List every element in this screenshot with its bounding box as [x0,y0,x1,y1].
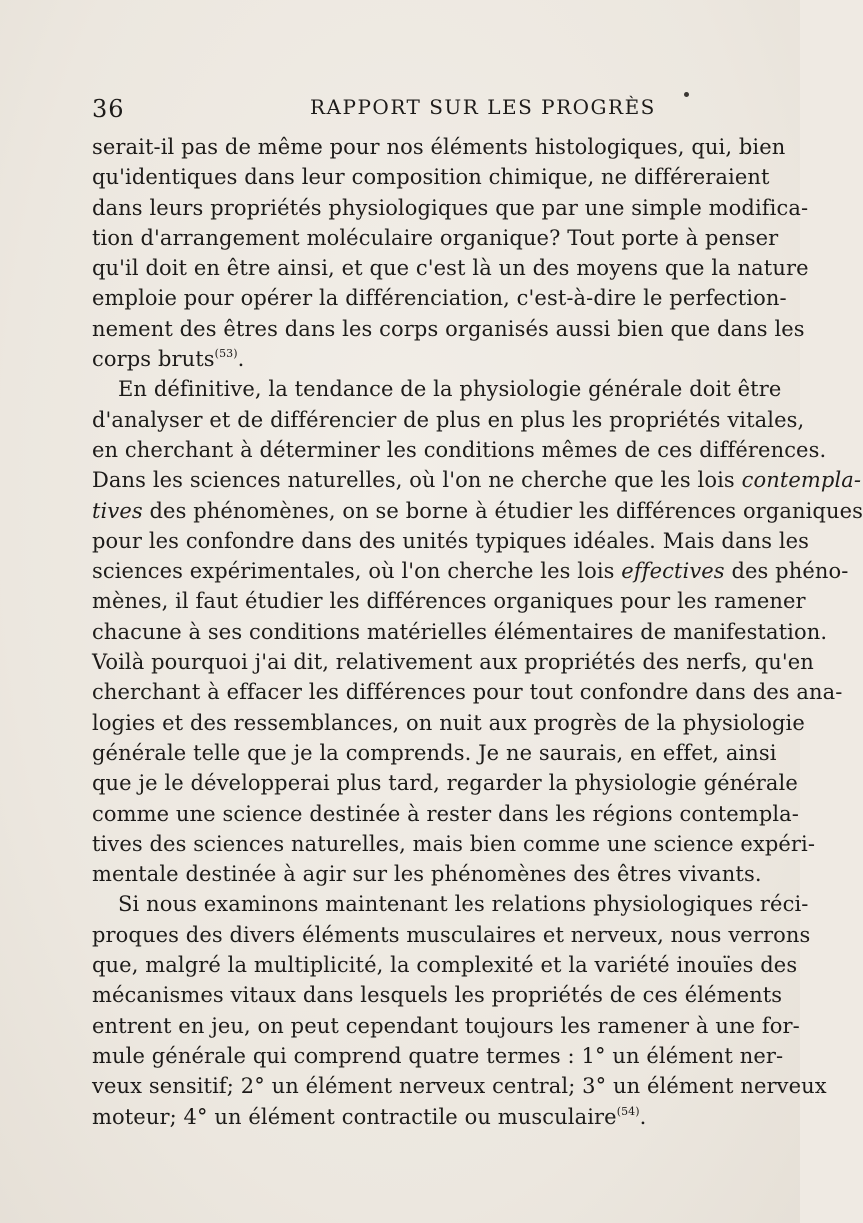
text-run: . [639,1104,647,1129]
text-line [92,1102,696,1132]
text-line: veux sensitif; 2° un élément nerveux central; 3° un élément nerveux [92,1074,827,1099]
text-line [92,465,862,495]
text-run: sciences expérimentales, où l'on cherche les lois [92,559,622,584]
text-line: pour les confondre dans des unités typiques idéales. Mais dans les [92,528,810,553]
text-line: Si nous examinons maintenant les relations physiologiques réci- [118,892,809,917]
text-run: des phéno- [724,559,849,584]
text-line: qu'identiques dans leur composition chimique, ne différeraient [92,165,770,190]
text-line: générale telle que je la comprends. Je ne saurais, en effet, ainsi [92,740,777,765]
text-line: tives des sciences naturelles, mais bien comme une science expéri- [92,831,816,856]
text-run: moteur; 4° un élément contractile ou musculaire [92,1104,617,1129]
text-run: des phénomènes, on se borne à étudier les différences organiques [142,498,863,523]
text-line: mènes, il faut étudier les différences organiques pour les ramener [92,589,806,614]
text-line: serait-il pas de même pour nos éléments histologiques, qui, bien [92,135,786,159]
text-line [92,344,696,374]
text-line: d'analyser et de différencier de plus en plus les propriétés vitales, [92,407,805,432]
running-head: RAPPORT SUR LES PROGRÈS [310,95,656,119]
text-line: logies et des ressemblances, on nuit aux progrès de la physiologie [92,710,805,735]
italic-term: effectives [621,559,725,584]
text-line [92,556,849,586]
text-line: mule générale qui comprend quatre termes : 1° un élément ner- [92,1043,784,1068]
text-line: qu'il doit en être ainsi, et que c'est là un des moyens que la nature [92,256,809,281]
text-line: mécanismes vitaux dans lesquels les propriétés de ces éléments [92,983,783,1008]
text-line: dans leurs propriétés physiologiques que par une simple modifica- [92,195,809,220]
text-line: que je le développerai plus tard, regarder la physiologie générale [92,771,798,796]
text-line: comme une science destinée à rester dans les régions contempla- [92,801,800,826]
text-line: En définitive, la tendance de la physiologie générale doit être [118,377,782,402]
page-header [92,93,702,127]
page-number: 36 [92,95,125,123]
text-line: entrent en jeu, on peut cependant toujours les ramener à une for- [92,1013,800,1038]
text-run: . [237,347,245,372]
text-run: corps bruts [92,347,215,372]
text-line: en cherchant à déterminer les conditions mêmes de ces différences. [92,437,827,462]
text-line: Voilà pourquoi j'ai dit, relativement aux propriétés des nerfs, qu'en [92,650,814,675]
text-line: que, malgré la multiplicité, la complexité et la variété inouïes des [92,953,798,978]
text-line: mentale destinée à agir sur les phénomènes des êtres vivants. [92,862,762,887]
text-line: tion d'arrangement moléculaire organique? Tout porte à penser [92,225,779,250]
body-text [92,132,863,1132]
text-line: emploie pour opérer la différenciation, c'est-à-dire le perfection- [92,286,787,311]
text-run: Dans les sciences naturelles, où l'on ne cherche que les lois [92,468,742,493]
footnote-ref-54: (54) [616,1104,640,1118]
text-line: nement des êtres dans les corps organisés aussi bien que dans les [92,316,805,341]
italic-term: tives [92,498,143,523]
text-line: cherchant à effacer les différences pour tout confondre dans des ana- [92,680,843,705]
italic-term: contempla- [741,468,862,493]
text-line [92,496,863,526]
footnote-ref-53: (53) [214,347,238,361]
text-line: chacune à ses conditions matérielles élémentaires de manifestation. [92,619,828,644]
text-line: proques des divers éléments musculaires et nerveux, nous verrons [92,922,811,947]
